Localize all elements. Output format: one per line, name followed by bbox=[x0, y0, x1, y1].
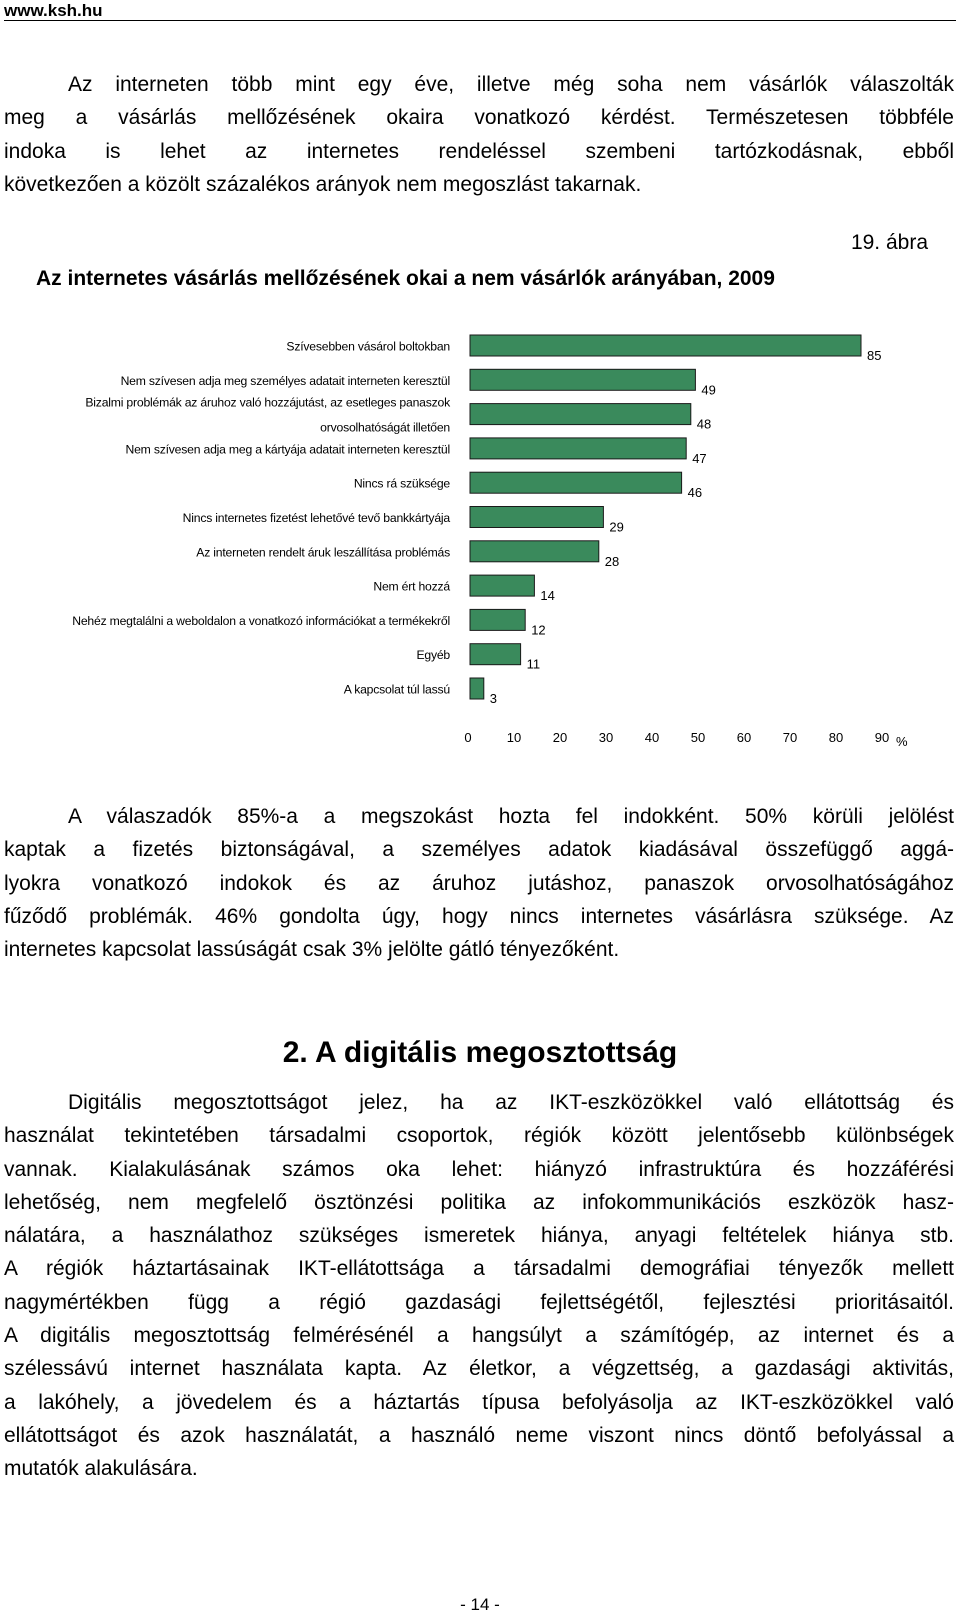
body-line: nálatára, a használathoz szükséges ismeretek hiánya, anyagi feltételek hiánya stb. bbox=[4, 1224, 954, 1248]
category-label: Nehéz megtalálni a weboldalon a vonatkozó információkat a termékekről bbox=[72, 613, 450, 628]
body-line: szélessávú internet használata kapta. Az életkor, a végzettség, a gazdasági aktivitás, bbox=[4, 1357, 954, 1381]
category-label: Nem szívesen adja meg személyes adatait interneten keresztül bbox=[120, 373, 450, 388]
x-tick-label: 50 bbox=[690, 730, 706, 745]
bar-value-label: 14 bbox=[540, 588, 555, 604]
category-label: Nem szívesen adja meg a kártyája adatait interneten keresztül bbox=[125, 442, 450, 457]
intro-paragraph bbox=[4, 68, 954, 201]
x-tick-label: 20 bbox=[552, 730, 568, 745]
header-divider bbox=[4, 20, 956, 21]
body-line: A régiók háztartásainak IKT-ellátottsága a társadalmi demográfiai tényezők mellett bbox=[4, 1257, 954, 1281]
body-line: nagymértékben függ a régió gazdasági fejlettségétől, fejlesztési prioritásaitól. bbox=[4, 1290, 954, 1314]
chart-bar bbox=[470, 507, 603, 528]
body-line: használat tekintetében társadalmi csoportok, régiók között jelentősebb különbségek bbox=[4, 1124, 954, 1148]
intro-line: következően a közölt százalékos arányok nem megoszlást takarnak. bbox=[4, 172, 642, 196]
intro-line: indoka is lehet az internetes rendeléssel szembeni tartózkodásnak, ebből bbox=[4, 139, 954, 163]
bar-chart bbox=[0, 325, 960, 765]
category-label: orvosolhatóságát illetően bbox=[320, 420, 450, 435]
bar-value-label: 85 bbox=[867, 348, 882, 363]
summary-line: internetes kapcsolat lassúságát csak 3% jelölte gátló tényezőként. bbox=[4, 938, 620, 962]
chart-bar bbox=[470, 541, 599, 562]
summary-line: A válaszadók 85%-a a megszokást hozta fel indokként. 50% körüli jelölést bbox=[68, 805, 954, 828]
category-label: Az interneten rendelt áruk leszállítása problémás bbox=[196, 545, 450, 560]
body-line: ellátottságot és azok használatát, a használó neme viszont nincs döntő befolyással a bbox=[4, 1423, 954, 1447]
x-tick-label: 30 bbox=[598, 730, 614, 745]
x-tick-label: 80 bbox=[828, 730, 844, 745]
chart-bar bbox=[470, 575, 534, 596]
body-line: a lakóhely, a jövedelem és a háztartás típusa befolyásolja az IKT-eszközökkel való bbox=[4, 1390, 954, 1414]
bar-value-label: 11 bbox=[526, 656, 541, 672]
intro-line: Az interneten több mint egy éve, illetve még soha nem vásárlók válaszolták bbox=[68, 73, 954, 96]
chart-bar bbox=[470, 678, 484, 699]
site-url[interactable]: www.ksh.hu bbox=[4, 1, 103, 20]
summary-paragraph bbox=[4, 800, 954, 966]
intro-line: meg a vásárlás mellőzésének okaira vonatkozó kérdést. Természetesen többféle bbox=[4, 106, 954, 130]
summary-line: lyokra vonatkozó indokok és az áruhoz jutáshoz, panaszok orvosolhatóságához bbox=[4, 871, 954, 895]
category-label: A kapcsolat túl lassú bbox=[343, 682, 450, 697]
category-label: Egyéb bbox=[416, 648, 450, 663]
chart-bar bbox=[470, 609, 525, 630]
category-label: Nincs internetes fizetést lehetővé tevő bankkártyája bbox=[182, 511, 450, 525]
x-tick-label: 90 bbox=[874, 730, 890, 745]
bar-value-label: 28 bbox=[604, 553, 620, 569]
chart-bar bbox=[470, 335, 861, 356]
bar-value-label: 47 bbox=[692, 450, 707, 466]
bar-value-label: 12 bbox=[531, 622, 546, 638]
chart-bar bbox=[470, 369, 695, 390]
bar-value-label: 29 bbox=[609, 519, 624, 535]
x-tick-label: 60 bbox=[736, 730, 752, 745]
category-label: Bizalmi problémák az áruhoz való hozzájutást, az esetleges panaszok bbox=[85, 395, 450, 410]
bar-value-label: 48 bbox=[696, 416, 712, 432]
category-label: Nincs rá szüksége bbox=[353, 476, 450, 491]
bar-value-label: 3 bbox=[489, 691, 498, 706]
body-paragraph bbox=[4, 1086, 954, 1486]
bar-value-label: 46 bbox=[687, 485, 703, 501]
summary-line: kaptak a fizetés biztonságával, a személyes adatok kiadásával összefüggő aggá- bbox=[4, 838, 954, 862]
x-tick-label: 10 bbox=[506, 730, 522, 745]
category-label: Nem ért hozzá bbox=[373, 579, 450, 594]
bar-value-label: 49 bbox=[701, 382, 716, 398]
section-title: 2. A digitális megosztottság bbox=[282, 1036, 678, 1069]
body-line: A digitális megosztottság felmérésénél a hangsúlyt a számítógép, az internet és a bbox=[4, 1324, 954, 1348]
figure-title: Az internetes vásárlás mellőzésének okai a nem vásárlók arányában, 2009 bbox=[36, 267, 775, 290]
chart-bar bbox=[470, 404, 691, 425]
figure-number: 19. ábra bbox=[850, 231, 928, 254]
x-tick-label: 70 bbox=[782, 730, 798, 745]
summary-line: fűződő problémák. 46% gondolta úgy, hogy nincs internetes vásárlásra szüksége. Az bbox=[4, 904, 954, 928]
x-tick-label: 0 bbox=[464, 730, 472, 745]
body-line: vannak. Kialakulásának számos oka lehet: hiányzó infrastruktúra és hozzáférési bbox=[4, 1157, 954, 1181]
x-unit-label: % bbox=[896, 734, 908, 749]
body-line: Digitális megosztottságot jelez, ha az IKT-eszközökkel való ellátottság és bbox=[68, 1091, 954, 1114]
x-tick-label: 40 bbox=[644, 730, 660, 745]
body-line: mutatók alakulására. bbox=[4, 1457, 198, 1481]
category-label: Szívesebben vásárol boltokban bbox=[286, 339, 450, 354]
page-number: - 14 - bbox=[460, 1595, 500, 1614]
chart-bar bbox=[470, 644, 521, 665]
chart-bar bbox=[470, 438, 686, 459]
chart-bar bbox=[470, 472, 682, 493]
body-line: lehetőség, nem megfelelő ösztönzési politika az infokommunikációs eszközök hasz- bbox=[4, 1190, 954, 1214]
